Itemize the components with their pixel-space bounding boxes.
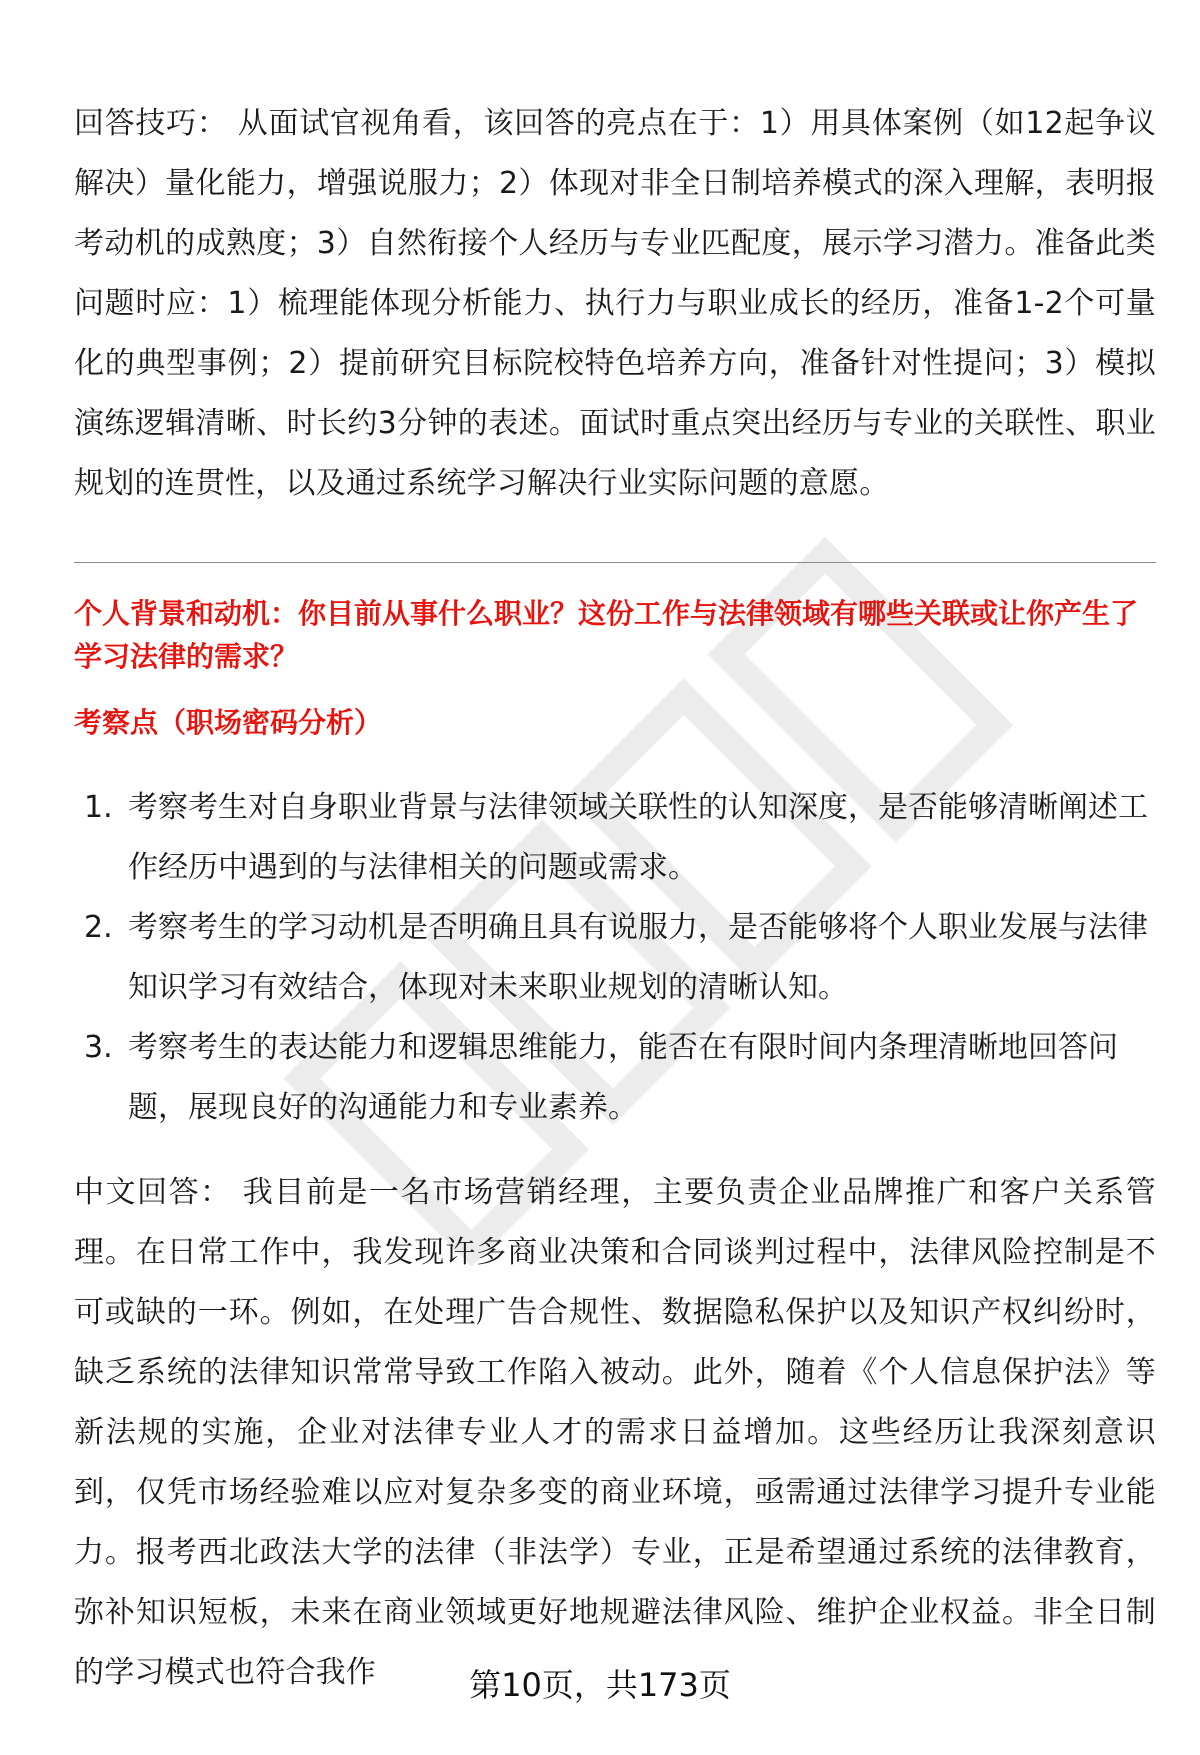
assessment-item-text: 考察考生的学习动机是否明确且具有说服力，是否能够将个人职业发展与法律知识学习有效结合，体现对未来职业规划的清晰认知。: [128, 910, 1148, 1005]
answer-tips-text: 从面试官视角看，该回答的亮点在于：1）用具体案例（如12起争议解决）量化能力，增强说服力；2）体现对非全日制培养模式的深入理解，表明报考动机的成熟度；3）自然衔接个人经历与专业匹配度，展示学习潜力。准备此类问题时应：1）梳理能体现分析能力、执行力与职业成长的经历，准备1-2个可量化的典型事例；2）提前研究目标院校特色培养方向，准备针对性提问；3）模拟演练逻辑清晰、时长约3分钟的表述。面试时重点突出经历与专业的关联性、职业规划的连贯性，以及通过系统学习解决行业实际问题的意愿。: [74, 106, 1156, 501]
question-heading: 个人背景和动机：你目前从事什么职业？这份工作与法律领域有哪些关联或让你产生了学习法律的需求？: [74, 597, 1139, 673]
assessment-item-text: 考察考生对自身职业背景与法律领域关联性的认知深度，是否能够清晰阐述工作经历中遇到的与法律相关的问题或需求。: [128, 790, 1148, 885]
assessment-item-number: 1.: [84, 790, 113, 825]
answer-tips-label: 回答技巧：: [74, 106, 228, 141]
chinese-answer-text: 我目前是一名市场营销经理，主要负责企业品牌推广和客户关系管理。在日常工作中，我发现许多商业决策和合同谈判过程中，法律风险控制是不可或缺的一环。例如，在处理广告合规性、数据隐私保护以及知识产权纠纷时，缺乏系统的法律知识常常导致工作陷入被动。此外，随着《个人信息保护法》等新法规的实施，企业对法律专业人才的需求日益增加。这些经历让我深刻意识到，仅凭市场经验难以应对复杂多变的商业环境，亟需通过法律学习提升专业能力。报考西北政法大学的法律（非法学）专业，正是希望通过系统的法律教育，弥补知识短板，未来在商业领域更好地规避法律风险、维护企业权益。非全日制的学习模式也符合我作: [74, 1175, 1156, 1690]
chinese-answer-label: 中文回答：: [74, 1175, 232, 1210]
assessment-item: [74, 778, 1156, 898]
assessment-item: [74, 1018, 1156, 1138]
assessment-item: [74, 898, 1156, 1018]
answer-tips-paragraph: [74, 94, 1156, 514]
assessment-item-text: 考察考生的表达能力和逻辑思维能力，能否在有限时间内条理清晰地回答问题，展现良好的沟通能力和专业素养。: [128, 1030, 1118, 1125]
section-divider: [74, 562, 1156, 563]
assessment-list: [74, 778, 1156, 1138]
assessment-item-number: 2.: [84, 910, 113, 945]
assessment-heading: 考察点（职场密码分析）: [74, 706, 383, 739]
page-number: 第10页，共173页: [469, 1666, 731, 1704]
chinese-answer-paragraph: [74, 1163, 1156, 1703]
assessment-item-number: 3.: [84, 1030, 113, 1065]
